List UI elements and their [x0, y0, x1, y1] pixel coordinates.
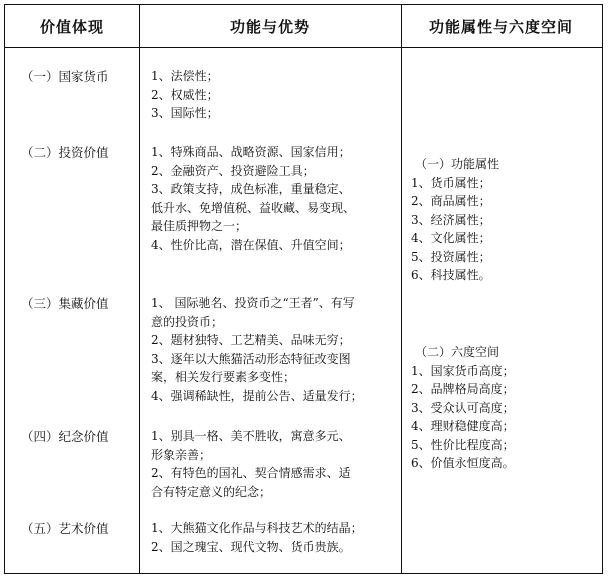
list-item: 2、品牌格局高度；	[411, 382, 515, 396]
list-item: 3、受众认可高度；	[411, 400, 515, 415]
list-item: 5、性价比程度高；	[411, 437, 515, 452]
row-items-artistic	[151, 519, 397, 556]
list-item: 3、国际性；	[151, 106, 219, 120]
list-item: 6、科技属性。	[411, 268, 491, 282]
function-attributes	[411, 155, 499, 285]
list-item: 2、金融资产、投资避险工具；	[151, 163, 315, 178]
column-divider	[401, 5, 402, 573]
column-divider	[139, 5, 140, 573]
value-table	[4, 4, 603, 574]
list-item: 2、国之瑰宝、现代文物、货币贵族。	[151, 539, 351, 554]
list-item: 4、性价比高，潜在保值、升值空间；	[151, 237, 351, 252]
list-item: 1、别具一格、美不胜收，寓意多元、	[151, 429, 351, 443]
list-item: 1、大熊猫文化作品与科技艺术的结晶；	[151, 521, 363, 535]
row-title-commemorative: （四）纪念价值	[21, 429, 109, 444]
six-dimensions	[411, 343, 515, 473]
list-item: 低升水、免增值税、益收藏、易变现、	[151, 200, 356, 215]
row-items-commemorative	[151, 427, 397, 501]
header-attributes: 功能属性与六度空间	[428, 17, 573, 36]
list-item: 3、经济属性；	[411, 212, 491, 227]
list-item: 4、理财稳健度高；	[411, 419, 515, 433]
list-item: 4、文化属性；	[411, 231, 491, 245]
row-items-collection	[151, 294, 397, 405]
row-items-investment	[151, 143, 397, 254]
six-dimensions-heading: （二）六度空间	[415, 345, 500, 359]
list-item: 案，相关发行要素多变性；	[151, 370, 296, 384]
list-item: 3、逐年以大熊猫活动形态特征改变图	[151, 351, 351, 366]
list-item: 1、货币属性；	[411, 175, 491, 190]
row-title-artistic: （五）艺术价值	[21, 521, 109, 536]
list-item: 意的投资币；	[151, 314, 224, 329]
list-item: 1、国家货币高度；	[411, 363, 515, 378]
attributes-heading: （一）功能属性	[415, 157, 500, 171]
list-item: 4、强调稀缺性，提前公告、适量发行；	[151, 388, 363, 403]
list-item: 2、有特色的国礼、契合情感需求、适	[151, 466, 351, 480]
list-item: 形象亲善；	[151, 447, 212, 462]
header-value: 价值体现	[39, 17, 104, 36]
list-item: 2、权威性；	[151, 87, 219, 102]
header-function: 功能与优势	[229, 17, 310, 36]
row-title-collection: （三）集藏价值	[21, 296, 109, 311]
list-item: 最佳质押物之一；	[151, 219, 248, 233]
list-item: 6、价值永恒度高。	[411, 456, 515, 470]
row-title-national-currency: （一）国家货币	[21, 69, 109, 84]
header-divider	[5, 47, 602, 48]
list-item: 1、特殊商品、战略资源、国家信用；	[151, 145, 351, 159]
list-item: 合有特定意义的纪念；	[151, 484, 272, 499]
list-item: 2、题材独特、工艺精美、品味无穷；	[151, 333, 351, 347]
list-item: 2、商品属性；	[411, 194, 491, 208]
row-title-investment: （二）投资价值	[21, 145, 109, 160]
list-item: 1、 国际驰名、投资币之“王者”、有写	[151, 296, 355, 310]
list-item: 1、法偿性；	[151, 69, 219, 83]
list-item: 5、投资属性；	[411, 249, 491, 264]
row-items-national-currency	[151, 67, 397, 123]
list-item: 3、政策支持，成色标准，重量稳定、	[151, 182, 351, 196]
